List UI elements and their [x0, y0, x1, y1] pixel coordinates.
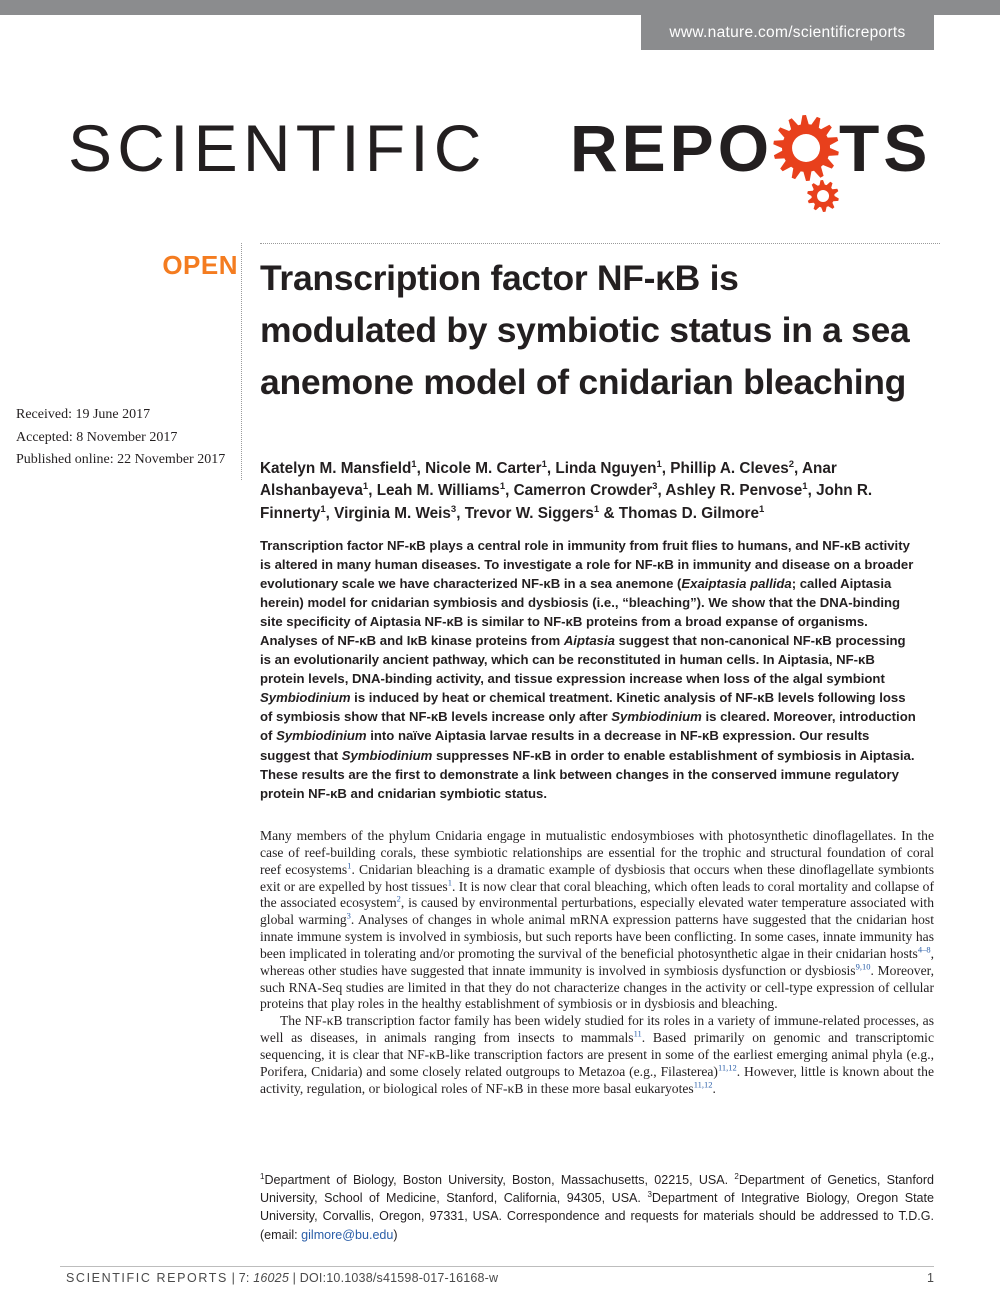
author-name[interactable]: Phillip A. Cleves [670, 460, 789, 477]
footer-journal: SCIENTIFIC REPORTS [66, 1271, 228, 1285]
affiliation-marker: 1 [411, 458, 417, 470]
footer-doi[interactable]: | DOI:10.1038/s41598-017-16168-w [288, 1271, 499, 1285]
affiliation-marker: 1 [802, 481, 808, 493]
species-name: Symbiodinium [260, 690, 351, 706]
reference-marker[interactable]: 11 [633, 1028, 642, 1039]
abstract [260, 536, 920, 803]
reference-marker[interactable]: 3 [346, 910, 351, 921]
author-name[interactable]: Leah M. Williams [376, 482, 500, 500]
affiliation-marker: 1 [499, 481, 506, 493]
header-divider [260, 243, 940, 244]
body-paragraph: Many members of the phylum Cnidaria engage in mutualistic endosymbioses with photosynthetic dinoflagellates. In the case of reef-building corals, these symbiotic relationships are essential for the trophic and structural foundation of coral reef ecosystems$^1$. Cnidarian bleaching is a dramatic example of dysbiosis that occurs when these dinoflagellate symbionts exit or are expelled by host tissues$^1$. It is now clear that coral bleaching, which often leads to coral mortality and collapse of the associated ecosystem$^2$, is caused by environmental perturbations, especially elevated water temperature associated with global warming$^3$. Analyses of changes in whole animal mRNA expression patterns have suggested that the cnidarian host innate immune system is involved in symbiosis, but such reports have been conflicting. In some cases, innate immunity has been implicated in tolerating and/or promoting the survival of the beneficial photosynthetic algae in their cnidarian hosts$^{4-8}$, whereas other studies have suggested that innate immunity is involved in symbiosis dysfunction or dysbiosis$^{9,10}$. Moreover, such RNA-Seq studies are limited in that they do not characterize changes in the activity or cell-type expression of cellular proteins that play roles in the healthy establishment of symbiosis or in dysbiosis and bleaching. [260, 828, 935, 1012]
author-name[interactable]: Linda Nguyen [555, 460, 657, 477]
reference-marker[interactable]: 2 [734, 1171, 739, 1181]
affiliation-marker: 3 [450, 503, 457, 515]
author-name[interactable]: Trevor W. Siggers [464, 504, 594, 522]
affiliation-marker: 1 [362, 481, 369, 493]
abstract-text: Transcription factor NF-κB plays a central role in immunity from fruit flies to humans, and NF-κB activity is altered in many human diseases. To investigate a role for NF-κB in immunity and disease on a broader evolutionary scale we have characterized NF-κB in a sea anemone (Exaiptasia pallida; called Aiptasia herein) model for cnidarian symbiosis and dysbiosis (i.e., “bleaching”). We show that the DNA-binding site specificity of Aiptasia NF-κB is similar to NF-κB proteins from a broad expanse of organisms. Analyses of NF-κB and IκB kinase proteins from Aiptasia suggest that non-canonical NF-κB processing is an evolutionarily ancient pathway, which can be reconstituted in human cells. In Aiptasia, NF-κB protein levels, DNA-binding activity, and tissue expression increase when loss of the algal symbiont Symbiodinium is induced by heat or chemical treatment. Kinetic analysis of NF-κB levels following loss of symbiosis show that NF-κB levels increase only after Symbiodinium is cleared. Moreover, introduction of Symbiodinium into naïve Aiptasia larvae results in a decrease in NF-κB expression. Our results suggest that Symbiodinium suppresses NF-κB in order to enable establishment of symbiosis in Aiptasia. These results are the first to demonstrate a link between changes in the conserved immune regulatory protein NF-κB and cnidarian symbiotic status. [260, 538, 916, 801]
gear-hole [817, 190, 829, 202]
species-name: Aiptasia [563, 633, 615, 649]
reference-marker[interactable]: 4–8 [917, 944, 931, 955]
article-title: Transcription factor NF-κB is modulated by symbiotic status in a sea anemone model of cnidarian bleaching [260, 258, 910, 402]
author-name[interactable]: Thomas D. Gilmore [618, 504, 759, 522]
affiliations: $^1$Department of Biology, Boston University, Boston, Massachusetts, 02215, USA. $^2$Department of Genetics, Stanford University, School of Medicine, Stanford, California, 94305, USA. $^3$Department of Integrative Biology, Oregon State University, Corvallis, Oregon, 97331, USA. Correspondence and requests for materials should be addressed to T.D.G. (email: gilmore@bu.edu) [260, 1171, 935, 1242]
author-name[interactable]: Nicole M. Carter [425, 460, 542, 477]
reference-marker[interactable]: 11,12 [693, 1079, 713, 1090]
gear-hole [792, 134, 820, 162]
reference-marker[interactable]: 1 [447, 877, 452, 887]
gear-icon [773, 115, 839, 181]
author-name[interactable]: Katelyn M. Mansfield [260, 460, 412, 477]
reference-marker[interactable]: 1 [347, 860, 352, 871]
body-paragraph: The NF-κB transcription factor family has been widely studied for its roles in a variety of immune-related processes, as well as diseases, in animals ranging from insects to mammals$^{11}$. Based primarily on genomic and transcriptomic sequencing, it is clear that NF-κB-like transcription factors are present in some of the earliest emerging animal phyla (e.g., Porifera, Cnidaria) and some closely related outgroups to Metazoa (e.g., Filasterea)$^{11,12}$. However, little is known about the activity, regulation, or biological roles of NF-κB in these more basal eukaryotes$^{11,12}$. [260, 1013, 935, 1096]
page-footer [66, 1271, 498, 1285]
page-number: 1 [927, 1271, 934, 1285]
affiliation-marker: 1 [541, 458, 547, 470]
reference-marker[interactable]: 11,12 [717, 1062, 737, 1073]
received-date: Received: 19 June 2017 [16, 407, 151, 422]
masthead-reports-left: REPO [570, 111, 774, 185]
affiliation-marker: 1 [593, 503, 600, 515]
reference-marker[interactable]: 1 [260, 1171, 265, 1181]
published-date: Published online: 22 November 2017 [16, 452, 226, 467]
author-name[interactable]: John R. Finnerty [260, 482, 873, 522]
affiliation-marker: 3 [652, 481, 658, 493]
author-name[interactable]: Virginia M. Weis [334, 504, 451, 522]
footer-volume: | 7: [227, 1271, 254, 1285]
species-name: Symbiodinium [611, 709, 702, 725]
affiliation-marker: 1 [656, 458, 662, 470]
open-access-badge: OPEN [162, 250, 238, 280]
species-name: Symbiodinium [341, 747, 433, 763]
masthead-scientific: SCIENTIFIC [68, 111, 487, 185]
author-list: Katelyn M. Mansfield$^1$, Nicole M. Carter$^1$, Linda Nguyen$^1$, Phillip A. Cleves$^2$, Anar Alshanbayeva$^1$, Leah M. Williams$^1$, Camerron Crowder$^3$, Ashley R. Penvose$^1$, John R. Finnerty$^1$, Virginia M. Weis$^3$, Trevor W. Siggers$^1$ & Thomas D. Gilmore$^1$ [260, 458, 873, 522]
side-divider [241, 243, 242, 480]
gear-icon [807, 180, 839, 212]
publication-dates [16, 404, 241, 472]
species-name: Symbiodinium [276, 728, 367, 744]
article-body [260, 828, 934, 1098]
email-link[interactable]: gilmore@bu.edu [301, 1227, 394, 1242]
top-gray-bar [0, 0, 1000, 15]
journal-url[interactable]: www.nature.com/scientificreports [641, 15, 934, 50]
accepted-date: Accepted: 8 November 2017 [16, 429, 178, 445]
gear-logo-icon [60, 102, 940, 214]
footer-article-number: 16025 [253, 1271, 289, 1285]
reference-marker[interactable]: 9,10 [855, 961, 871, 972]
species-name: Exaiptasia pallida [681, 576, 792, 592]
reference-marker[interactable]: 2 [396, 893, 401, 904]
footer-divider [60, 1266, 934, 1267]
journal-masthead [60, 102, 940, 214]
author-name[interactable]: Camerron Crowder [513, 482, 653, 500]
masthead-reports-right: TS [839, 111, 932, 185]
affiliation-marker: 2 [788, 458, 795, 470]
affiliation-marker: 1 [320, 503, 326, 515]
author-name[interactable]: Ashley R. Penvose [665, 482, 803, 500]
author-name[interactable]: Anar Alshanbayeva [260, 460, 837, 500]
reference-marker[interactable]: 3 [647, 1190, 652, 1200]
affiliation-marker: 1 [759, 503, 765, 515]
